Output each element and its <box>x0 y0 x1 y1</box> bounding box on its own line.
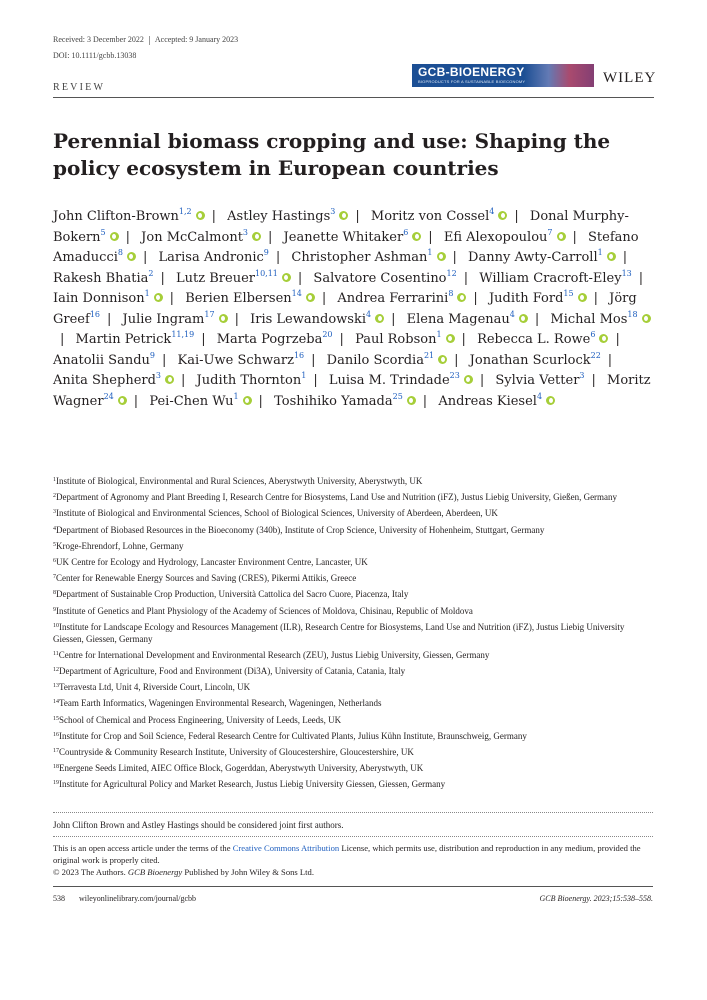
affiliation-ref[interactable]: 4 <box>509 309 515 319</box>
author-separator: | <box>422 393 428 409</box>
affiliation-text: Department of Agriculture, Food and Environment (Di3A), University of Catania, Catania, Italy <box>59 666 406 677</box>
orcid-icon[interactable] <box>118 396 127 405</box>
author[interactable] <box>274 391 416 409</box>
divider <box>149 36 150 45</box>
affiliation-text: Department of Agronomy and Plant Breeding I, Research Centre for Biosystems, Land Use and Nutrition (iFZ), Justus Liebig University, Gießen, Germany <box>56 492 618 503</box>
author[interactable] <box>313 268 457 286</box>
affiliation-ref[interactable]: 23 <box>449 371 460 380</box>
orcid-icon[interactable] <box>498 211 507 220</box>
author[interactable] <box>176 268 291 286</box>
author[interactable] <box>479 268 632 286</box>
author-name: Kai-Uwe Schwarz <box>177 352 294 368</box>
author-separator: | <box>234 311 239 327</box>
author[interactable] <box>469 350 601 368</box>
affiliation-ref[interactable]: 1 <box>436 330 442 339</box>
author-separator: | <box>142 250 148 265</box>
affiliation-text: Institute for Crop and Soil Science, Federal Research Centre for Cultivated Plants, Julius Kühn Institute, Braunschweig, Germany <box>59 730 527 741</box>
author-separator: | <box>463 270 469 286</box>
affiliation <box>53 540 653 552</box>
author-name: Martin Petrick <box>75 332 172 347</box>
affiliation-number: 12 <box>53 667 59 674</box>
affiliation <box>53 778 653 790</box>
affiliation-number: 18 <box>53 764 59 771</box>
author-name: Moritz Wagner <box>53 373 651 409</box>
author-separator: | <box>201 332 206 347</box>
affiliation-text: Center for Renewable Energy Sources and Saving (CRES), Pikermi Attikis, Greece <box>56 573 357 584</box>
affiliation-ref[interactable]: 1 <box>144 289 150 298</box>
affiliation-ref[interactable]: 15 <box>563 289 574 298</box>
affiliation-text: Institute of Biological, Environmental and Rural Sciences, Aberystwyth University, Aberystwyth, UK <box>56 476 423 486</box>
author-name: Paul Robson <box>355 332 437 347</box>
affiliation-ref[interactable]: 4 <box>365 309 372 319</box>
affiliation <box>53 556 653 568</box>
author[interactable] <box>495 373 584 388</box>
affiliation-number: 1 <box>53 477 56 483</box>
received-date: Received: 3 December 2022 <box>53 35 144 44</box>
orcid-icon[interactable] <box>519 314 528 323</box>
affiliation <box>53 697 653 709</box>
orcid-icon[interactable] <box>110 232 119 241</box>
page-number: 538 <box>53 894 65 903</box>
author[interactable] <box>53 350 155 368</box>
affiliation-ref[interactable]: 3 <box>330 207 336 216</box>
author[interactable] <box>122 309 228 327</box>
author[interactable] <box>283 227 422 245</box>
author-name: Sylvia Vetter <box>495 373 580 388</box>
author-name: Iain Donnison <box>53 291 145 306</box>
affiliation-ref[interactable]: 6 <box>403 227 409 237</box>
author-name: Michal Mos <box>550 311 628 327</box>
author-separator: | <box>593 291 598 306</box>
affiliation-ref[interactable]: 8 <box>117 248 123 257</box>
orcid-icon[interactable] <box>407 396 416 405</box>
author[interactable] <box>355 332 454 347</box>
affiliation-ref[interactable]: 17 <box>204 309 215 319</box>
affiliation-number: 2 <box>53 493 56 500</box>
article-title: Perennial biomass cropping and use: Shaping the policy ecosystem in European countries <box>53 129 611 180</box>
author-separator: | <box>452 250 457 265</box>
orcid-icon[interactable] <box>412 232 421 241</box>
author-name: Jon McCalmont <box>141 229 243 245</box>
affiliation-text: Centre for International Development and Environmental Research (ZEU), Justus Liebig University, Giessen, Germany <box>58 649 490 660</box>
orcid-icon[interactable] <box>375 314 384 323</box>
footer-left <box>53 894 196 903</box>
author-separator: | <box>454 352 459 368</box>
orcid-icon[interactable] <box>642 314 651 323</box>
affiliation-text: Department of Biobased Resources in the Bioeconomy (340b), Institute of Crop Science, University of Hohenheim, Stuttgart, Germany <box>56 524 545 535</box>
affiliation-text: Institute for Agricultural Policy and Market Research, Justus Liebig University Giessen, Giessen, Germany <box>59 779 446 790</box>
affiliation <box>53 524 653 536</box>
author-separator: | <box>638 270 644 286</box>
copyright-post: Published by John Wiley & Sons Ltd. <box>182 867 314 877</box>
author[interactable] <box>291 250 445 265</box>
author-separator: | <box>161 352 167 368</box>
affiliation-ref[interactable]: 16 <box>293 350 305 360</box>
author-separator: | <box>311 352 316 368</box>
author[interactable] <box>141 227 261 245</box>
joint-author-note: John Clifton Brown and Astley Hastings should be considered joint first authors. <box>53 820 344 830</box>
affiliation-number: 7 <box>53 574 56 581</box>
affiliation-ref[interactable]: 8 <box>448 289 454 298</box>
author-name: Efi Alexopoulou <box>443 229 548 245</box>
author-separator: | <box>268 229 273 245</box>
affiliation-ref[interactable]: 7 <box>547 227 553 237</box>
affiliation-ref[interactable]: 3 <box>242 227 249 237</box>
affiliation <box>53 588 653 600</box>
affiliation-ref[interactable]: 20 <box>322 330 333 339</box>
author-separator: | <box>258 393 263 409</box>
license-statement <box>53 843 653 866</box>
orcid-icon[interactable] <box>196 211 205 220</box>
affiliation-number: 4 <box>53 525 56 532</box>
author-separator: | <box>107 311 112 327</box>
affiliation <box>53 491 653 503</box>
author[interactable] <box>337 291 466 306</box>
author-name: Luisa M. Trindade <box>328 373 450 388</box>
affiliation-ref[interactable]: 1 <box>597 248 603 257</box>
author-name: Jonathan Scurlock <box>469 352 591 368</box>
doi[interactable]: DOI: 10.1111/gcbb.13038 <box>53 51 137 60</box>
author-separator: | <box>181 373 186 388</box>
author[interactable] <box>177 350 305 368</box>
affiliation-ref[interactable]: 1 <box>233 391 239 401</box>
affiliation <box>53 730 653 742</box>
author[interactable] <box>326 350 447 368</box>
author-name: Moritz von Cossel <box>370 209 490 224</box>
affiliation-ref[interactable]: 1 <box>427 248 433 257</box>
affiliation-ref[interactable]: 9 <box>149 350 155 360</box>
affiliation-text: Department of Sustainable Crop Production, Università Cattolica del Sacro Cuore, Piacenza, Italy <box>56 589 409 600</box>
author-name: Julie Ingram <box>122 311 205 327</box>
affiliation-text: UK Centre for Ecology and Hydrology, Lancaster Environment Centre, Lancaster, UK <box>56 556 368 567</box>
orcid-icon[interactable] <box>438 355 447 364</box>
affiliation-number: 17 <box>53 748 59 754</box>
affiliation <box>53 572 653 584</box>
affiliation-ref[interactable]: 22 <box>590 350 601 360</box>
author-separator: | <box>125 229 131 245</box>
orcid-icon[interactable] <box>282 273 291 282</box>
affiliation <box>53 605 653 617</box>
affiliation-ref[interactable]: 11,19 <box>171 330 195 339</box>
author-name: Christopher Ashman <box>291 250 428 265</box>
header-rule <box>53 97 654 98</box>
author-separator: | <box>514 209 519 224</box>
footer-rule <box>53 886 653 887</box>
section-rule <box>53 812 653 813</box>
author[interactable] <box>489 291 587 306</box>
orcid-icon[interactable] <box>607 252 616 261</box>
author[interactable] <box>159 250 269 265</box>
affiliation-ref[interactable]: 21 <box>423 350 435 360</box>
affiliation-ref[interactable]: 3 <box>155 371 162 380</box>
author-name: Berien Elbersen <box>185 291 292 306</box>
affiliation-number: 14 <box>53 699 59 706</box>
author[interactable] <box>443 227 566 245</box>
author-separator: | <box>275 250 281 265</box>
author[interactable] <box>550 309 650 327</box>
affiliation-ref[interactable]: 5 <box>100 227 106 237</box>
orcid-icon[interactable] <box>219 314 228 323</box>
citation: GCB Bioenergy. 2023;15:538–558. <box>539 894 653 903</box>
author-name: Lutz Breuer <box>176 270 255 286</box>
affiliation <box>53 681 653 693</box>
orcid-icon[interactable] <box>457 293 466 302</box>
orcid-icon[interactable] <box>557 232 566 241</box>
affiliation <box>53 621 653 645</box>
author[interactable] <box>406 309 528 327</box>
affiliation-ref[interactable]: 2 <box>148 268 154 278</box>
orcid-icon[interactable] <box>252 232 261 241</box>
affiliation-ref[interactable]: 12 <box>446 268 457 278</box>
affiliation-ref[interactable]: 9 <box>263 248 269 257</box>
author[interactable] <box>149 391 251 409</box>
author[interactable] <box>76 332 195 347</box>
affiliation <box>53 746 653 758</box>
publisher-logo[interactable]: WILEY <box>603 70 657 86</box>
affiliation-number: 11 <box>53 650 59 657</box>
affiliation-text: Team Earth Informatics, Wageningen Environmental Research, Wageningen, Netherlands <box>59 698 382 709</box>
author-separator: | <box>591 373 596 388</box>
author-name: Larisa Andronic <box>158 250 264 265</box>
affiliation-ref[interactable]: 25 <box>392 391 403 401</box>
affiliation <box>53 475 653 487</box>
affiliation-ref[interactable]: 10,11 <box>254 268 278 278</box>
article-type: REVIEW <box>53 82 106 93</box>
orcid-icon[interactable] <box>546 396 555 405</box>
affiliation <box>53 714 653 726</box>
author-name: William Cracroft-Eley <box>479 270 622 286</box>
author[interactable] <box>438 391 555 409</box>
author-separator: | <box>313 373 318 388</box>
author-name: Andreas Kiesel <box>438 393 537 409</box>
author-separator: | <box>615 332 620 347</box>
affiliation-number: 9 <box>53 606 56 613</box>
author-name: Iris Lewandowski <box>250 311 366 327</box>
section-rule <box>53 836 653 837</box>
orcid-icon[interactable] <box>165 375 174 384</box>
author-name: Marta Pogrzeba <box>216 332 323 347</box>
affiliation-ref[interactable]: 1,2 <box>178 207 192 216</box>
copyright-journal: GCB Bioenergy <box>127 867 183 877</box>
creative-commons-link[interactable]: Creative Commons Attribution <box>232 843 340 853</box>
author-separator: | <box>391 311 396 327</box>
author-name: Anatolii Sandu <box>53 352 150 368</box>
author-name: Judith Thornton <box>196 373 302 388</box>
author-name: Jeanette Whitaker <box>283 229 404 245</box>
journal-tagline: BIOPRODUCTS FOR A SUSTAINABLE BIOECONOMY <box>418 79 526 84</box>
author-list <box>53 207 658 412</box>
author-name: Salvatore Cosentino <box>313 270 447 286</box>
author-separator: | <box>473 291 478 306</box>
affiliation-text: Kroge-Ehrendorf, Lohne, Germany <box>56 540 184 551</box>
affiliation-number: 6 <box>53 557 56 564</box>
affiliation-ref[interactable]: 6 <box>590 330 596 339</box>
author-name: Anita Shepherd <box>53 373 156 388</box>
affiliation-text: Terravesta Ltd, Unit 4, Riverside Court, Lincoln, UK <box>59 682 251 693</box>
orcid-icon[interactable] <box>437 252 446 261</box>
author[interactable] <box>371 209 507 224</box>
affiliation <box>53 762 653 774</box>
affiliation-ref[interactable]: 4 <box>489 207 495 216</box>
affiliation-number: 15 <box>53 715 59 722</box>
affiliation-text: Institute of Genetics and Plant Physiology of the Academy of Sciences of Moldova, Chisinau, Republic of Moldova <box>56 605 473 616</box>
journal-url[interactable]: wileyonlinelibrary.com/journal/gcbb <box>79 894 197 903</box>
author-separator: | <box>339 332 344 347</box>
affiliation-ref[interactable]: 1 <box>301 371 307 380</box>
author-name: Rebecca L. Rowe <box>477 332 591 347</box>
orcid-icon[interactable] <box>243 396 252 405</box>
affiliation-ref[interactable]: 3 <box>579 371 585 380</box>
author-name: John Clifton-Brown <box>53 209 179 224</box>
affiliation-text: Countryside & Community Research Institute, University of Gloucestershire, Gloucestershire, UK <box>59 747 414 757</box>
author[interactable] <box>53 268 154 286</box>
affiliation-ref[interactable]: 24 <box>103 391 114 401</box>
author-name: Astley Hastings <box>227 209 331 224</box>
orcid-icon[interactable] <box>578 293 587 302</box>
affiliation-ref[interactable]: 4 <box>536 391 543 401</box>
affiliation-number: 13 <box>53 683 59 690</box>
author-separator: | <box>211 209 217 224</box>
author-name: Donal Murphy-Bokern <box>53 209 629 245</box>
author[interactable] <box>250 309 384 327</box>
author-separator: | <box>428 229 433 245</box>
author-separator: | <box>622 250 628 265</box>
author-name: Andrea Ferrarini <box>337 291 449 306</box>
author[interactable] <box>477 332 608 347</box>
license-pre: This is an open access article under the terms of the <box>53 843 233 853</box>
author-name: Stefano Amaducci <box>53 229 639 265</box>
author-separator: | <box>461 332 466 347</box>
author-separator: | <box>355 209 360 224</box>
orcid-icon[interactable] <box>306 293 315 302</box>
author[interactable] <box>53 209 205 224</box>
orcid-icon[interactable] <box>464 375 473 384</box>
author[interactable] <box>53 373 174 388</box>
author-separator: | <box>133 393 139 409</box>
author[interactable] <box>468 250 616 265</box>
journal-logo[interactable] <box>412 64 594 87</box>
author[interactable] <box>217 332 333 347</box>
author[interactable] <box>53 291 163 306</box>
affiliation-ref[interactable]: 18 <box>627 309 638 319</box>
affiliation-text: Institute of Biological and Environmental Sciences, School of Biological Sciences, University of Aberdeen, Aberdeen, UK <box>56 508 498 519</box>
affiliation <box>53 507 653 519</box>
journal-name: GCB-BIOENERGY <box>418 65 525 79</box>
affiliation-text: School of Chemical and Process Engineering, University of Leeds, Leeds, UK <box>59 714 342 725</box>
author[interactable] <box>197 373 307 388</box>
author-separator: | <box>534 311 540 327</box>
author-name: Elena Magenau <box>406 311 510 327</box>
author-separator: | <box>160 270 165 286</box>
affiliation-ref[interactable]: 16 <box>89 309 100 319</box>
affiliation-text: Institute for Landscape Ecology and Resources Management (ILR), Research Centre for Biosystems, Land Use and Nutrition (iFZ), Justus Liebig University Giessen, Giessen, Germany <box>53 621 625 644</box>
affiliation-list <box>53 475 653 795</box>
logo-artwork <box>524 64 594 87</box>
author-separator: | <box>572 229 577 245</box>
orcid-icon[interactable] <box>154 293 163 302</box>
affiliation-number: 10 <box>53 622 59 629</box>
author[interactable] <box>329 373 473 388</box>
affiliation-number: 8 <box>53 590 56 597</box>
author-name: Rakesh Bhatia <box>53 270 149 286</box>
orcid-icon[interactable] <box>599 334 608 343</box>
author-separator: | <box>321 291 327 306</box>
affiliation <box>53 649 653 661</box>
accepted-date: Accepted: 9 January 2023 <box>154 35 239 44</box>
license-post: License, which permits use, distribution and reproduction in any medium, provided the original work is properly cited. <box>53 843 641 865</box>
author-separator: | <box>479 373 485 388</box>
author-name: Judith Ford <box>488 291 564 306</box>
affiliation-number: 3 <box>53 509 56 516</box>
author[interactable] <box>185 291 315 306</box>
author-name: Jörg Greef <box>53 291 637 327</box>
author-separator: | <box>607 352 613 368</box>
author-name: Danilo Scordia <box>326 352 424 368</box>
orcid-icon[interactable] <box>127 252 136 261</box>
affiliation-number: 19 <box>53 780 59 787</box>
copyright <box>53 867 314 877</box>
affiliation-ref[interactable]: 13 <box>621 268 632 278</box>
author-name: Danny Awty-Carroll <box>468 250 598 265</box>
copyright-pre: © 2023 The Authors. <box>53 867 128 877</box>
article-dates <box>53 35 238 45</box>
author-name: Toshihiko Yamada <box>274 393 393 409</box>
affiliation-text: Energene Seeds Limited, AIEC Office Block, Gogerddan, Aberystwyth University, Aberystwyth, UK <box>59 763 424 774</box>
orcid-icon[interactable] <box>339 211 348 220</box>
author[interactable] <box>227 209 348 224</box>
orcid-icon[interactable] <box>446 334 455 343</box>
affiliation-number: 5 <box>53 541 56 548</box>
author-separator: | <box>297 270 303 286</box>
author-name: Pei-Chen Wu <box>149 393 234 409</box>
affiliation-ref[interactable]: 14 <box>291 289 302 298</box>
author-separator: | <box>60 332 65 347</box>
author-separator: | <box>169 291 175 306</box>
affiliation-number: 16 <box>53 731 59 738</box>
affiliation <box>53 665 653 677</box>
